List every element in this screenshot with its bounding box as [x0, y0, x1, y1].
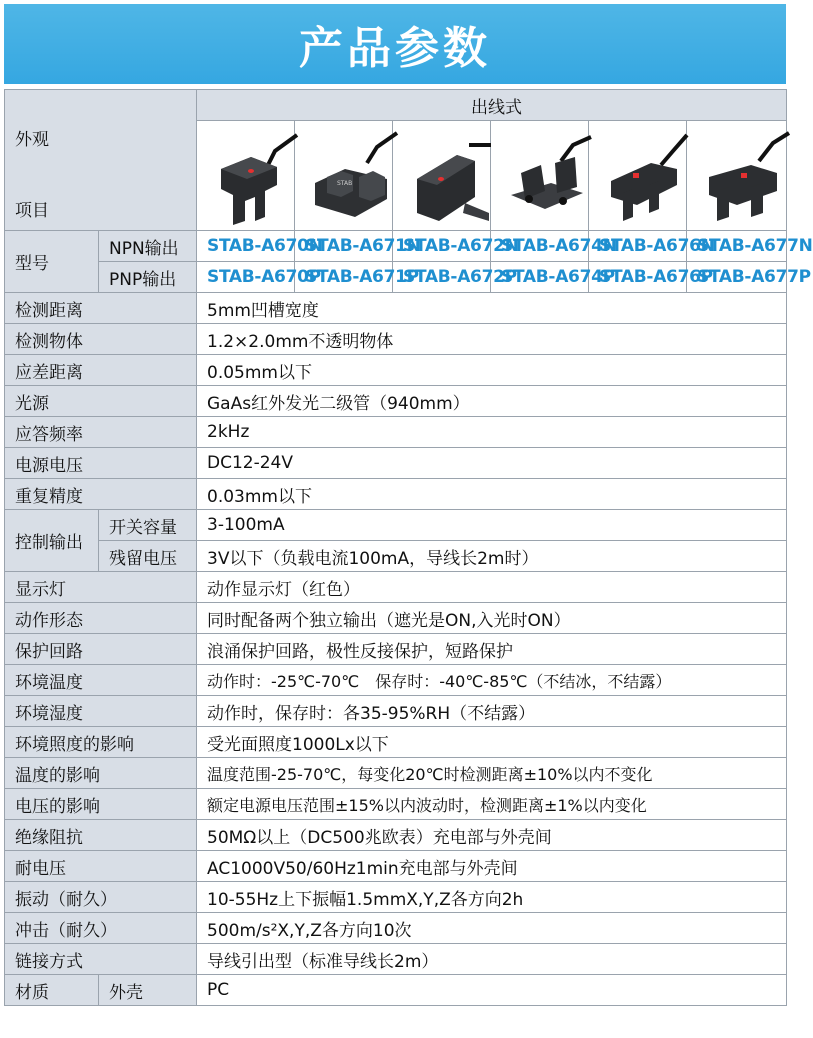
product-image	[393, 121, 491, 231]
model-npn: STAB-A677N	[687, 231, 787, 262]
spec-value: 500m/s²X,Y,Z各方向10次	[197, 913, 787, 944]
pnp-row	[5, 262, 787, 293]
spec-row	[5, 448, 787, 479]
spec-label: 材质	[5, 975, 99, 1006]
spec-label: 检测物体	[5, 324, 197, 355]
spec-row	[5, 355, 787, 386]
spec-label: 动作形态	[5, 603, 197, 634]
spec-label: 电源电压	[5, 448, 197, 479]
sensor-a676-image	[599, 121, 695, 225]
spec-row	[5, 944, 787, 975]
spec-value: 0.03mm以下	[197, 479, 787, 510]
spec-label: 光源	[5, 386, 197, 417]
spec-label: 环境温度	[5, 665, 197, 696]
spec-row	[5, 572, 787, 603]
lead-type-header: 出线式	[197, 90, 787, 121]
spec-label: 环境湿度	[5, 696, 197, 727]
spec-label: 显示灯	[5, 572, 197, 603]
sensor-a674-image	[501, 121, 597, 225]
model-pnp: STAB-A670P	[197, 262, 295, 293]
spec-value: 受光面照度1000Lx以下	[197, 727, 787, 758]
spec-value: 动作时：-25℃-70℃ 保存时：-40℃-85℃（不结冰，不结露）	[197, 665, 787, 696]
spec-value: 3V以下（负载电流100mA，导线长2m时）	[197, 541, 787, 572]
spec-row	[5, 510, 787, 541]
spec-label: 检测距离	[5, 293, 197, 324]
spec-value: 动作时，保存时：各35-95%RH（不结露）	[197, 696, 787, 727]
spec-row	[5, 386, 787, 417]
spec-row	[5, 851, 787, 882]
item-label: 项目	[15, 201, 49, 221]
product-image	[687, 121, 787, 231]
model-npn: STAB-A672N	[393, 231, 491, 262]
page-title: 产品参数	[299, 23, 491, 74]
spec-table	[4, 89, 813, 1006]
spec-value: 1.2×2.0mm不透明物体	[197, 324, 787, 355]
spec-row	[5, 882, 787, 913]
spec-row	[5, 758, 787, 789]
spec-row	[5, 975, 787, 1006]
spec-label: 绝缘阻抗	[5, 820, 197, 851]
pnp-label: PNP输出	[99, 262, 197, 293]
spec-value: AC1000V50/60Hz1min充电部与外壳间	[197, 851, 787, 882]
spec-label: 温度的影响	[5, 758, 197, 789]
spec-label: 振动（耐久）	[5, 882, 197, 913]
appearance-cell	[5, 90, 197, 231]
spec-row	[5, 417, 787, 448]
title-banner	[4, 4, 786, 84]
spec-value: 浪涌保护回路，极性反接保护，短路保护	[197, 634, 787, 665]
spec-value: 0.05mm以下	[197, 355, 787, 386]
spec-row	[5, 665, 787, 696]
spec-row	[5, 634, 787, 665]
model-pnp: STAB-A674P	[491, 262, 589, 293]
spec-value: 导线引出型（标准导线长2m）	[197, 944, 787, 975]
sensor-a670-image	[207, 121, 303, 225]
spec-row	[5, 541, 787, 572]
model-pnp: STAB-A672P	[393, 262, 491, 293]
spec-value: 额定电源电压范围±15%以内波动时，检测距离±1%以内变化	[197, 789, 787, 820]
spec-sublabel: 开关容量	[99, 510, 197, 541]
product-image	[589, 121, 687, 231]
spec-label: 冲击（耐久）	[5, 913, 197, 944]
sensor-a671-image	[305, 121, 401, 225]
spec-sublabel: 外壳	[99, 975, 197, 1006]
npn-row	[5, 231, 787, 262]
spec-row	[5, 324, 787, 355]
spec-value: 温度范围-25-70℃，每变化20℃时检测距离±10%以内不变化	[197, 758, 787, 789]
model-npn: STAB-A670N	[197, 231, 295, 262]
npn-label: NPN输出	[99, 231, 197, 262]
spec-value: 50MΩ以上（DC500兆欧表）充电部与外壳间	[197, 820, 787, 851]
spec-sublabel: 残留电压	[99, 541, 197, 572]
model-pnp: STAB-A671P	[295, 262, 393, 293]
svg-text:STAB: STAB	[337, 180, 353, 187]
spec-label: 耐电压	[5, 851, 197, 882]
spec-row	[5, 820, 787, 851]
spec-row	[5, 789, 787, 820]
spec-row	[5, 603, 787, 634]
product-image	[491, 121, 589, 231]
model-npn: STAB-A676N	[589, 231, 687, 262]
spec-row	[5, 913, 787, 944]
spec-row	[5, 727, 787, 758]
spec-row	[5, 479, 787, 510]
spec-value: 2kHz	[197, 417, 787, 448]
spec-label: 应差距离	[5, 355, 197, 386]
spec-value: 10-55Hz上下振幅1.5mmX,Y,Z各方向2h	[197, 882, 787, 913]
spec-label: 链接方式	[5, 944, 197, 975]
spec-label: 重复精度	[5, 479, 197, 510]
model-pnp: STAB-A677P	[687, 262, 787, 293]
sensor-a677-image	[697, 121, 793, 225]
spec-label: 保护回路	[5, 634, 197, 665]
model-npn: STAB-A674N	[491, 231, 589, 262]
spec-label: 环境照度的影响	[5, 727, 197, 758]
spec-value: PC	[197, 975, 787, 1006]
product-image	[197, 121, 295, 231]
spec-row	[5, 293, 787, 324]
spec-value: 5mm凹槽宽度	[197, 293, 787, 324]
model-npn: STAB-A671N	[295, 231, 393, 262]
spec-value: GaAs红外发光二级管（940mm）	[197, 386, 787, 417]
spec-value: 同时配备两个独立输出（遮光是ON,入光时ON）	[197, 603, 787, 634]
spec-label: 电压的影响	[5, 789, 197, 820]
model-pnp: STAB-A676P	[589, 262, 687, 293]
spec-value: DC12-24V	[197, 448, 787, 479]
sensor-a672-image	[403, 121, 499, 225]
spec-value: 3-100mA	[197, 510, 787, 541]
spec-label: 控制输出	[5, 510, 99, 572]
model-label: 型号	[5, 231, 99, 293]
spec-label: 应答频率	[5, 417, 197, 448]
product-image	[295, 121, 393, 231]
appearance-label: 外观	[15, 130, 49, 150]
spec-row	[5, 696, 787, 727]
spec-value: 动作显示灯（红色）	[197, 572, 787, 603]
